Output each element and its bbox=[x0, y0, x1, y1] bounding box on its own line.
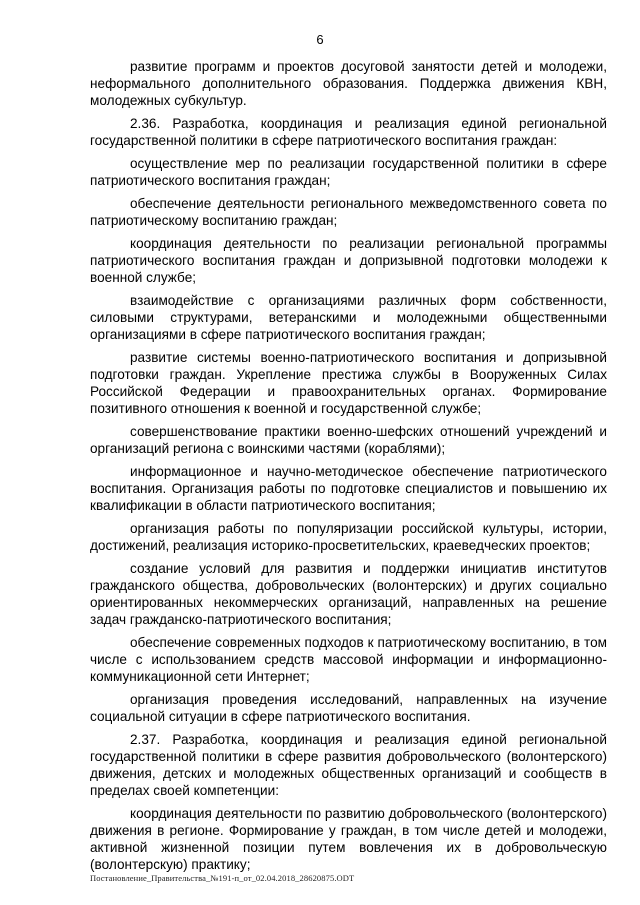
paragraph-state-policy: осуществление мер по реализации государственной политики в сфере патриотического воспитания граждан; bbox=[90, 156, 607, 188]
paragraph-sponsorship: совершенствование практики военно-шефских отношений учреждений и организаций региона с воинскими частями (кораблями); bbox=[90, 424, 607, 456]
paragraph-council: обеспечение деятельности регионального межведомственного совета по патриотическому воспитанию граждан; bbox=[90, 196, 607, 228]
paragraph-2-37: 2.37. Разработка, координация и реализация единой региональной государственной политики в сфере развития добровольческого (волонтерского) движения, детских и молодежных общественных организаций и сообществ в пределах своей компетенции: bbox=[90, 732, 607, 798]
paragraph-interaction: взаимодействие с организациями различных форм собственности, силовыми структурами, ветеранскими и молодежными общественными организациями в сфере патриотического воспитания граждан; bbox=[90, 293, 607, 342]
paragraph-volunteer: координация деятельности по развитию добровольческого (волонтерского) движения в регионе. Формирование у граждан, в том числе детей и молодежи, активной жизненной позиции путем вовлечения их в добровольческую (волонтерскую) практику; bbox=[90, 806, 607, 872]
paragraph-civil-society: создание условий для развития и поддержки инициатив институтов гражданского общества, добровольческих (волонтерских) и других социально ориентированных некоммерческих организаций, направленных на решение задач гражданско-патриотического воспитания; bbox=[90, 561, 607, 627]
page-number: 6 bbox=[316, 32, 324, 47]
paragraph-military-patriotic: развитие системы военно-патриотического воспитания и допризывной подготовки граждан. Укрепление престижа службы в Вооруженных Силах Российской Федерации и правоохранительных органах. Формирование позитивного отношения к военной и государственной службе; bbox=[90, 350, 607, 416]
paragraph-culture: организация работы по популяризации российской культуры, истории, достижений, реализация историко-просветительских, краеведческих проектов; bbox=[90, 521, 607, 553]
paragraph-program-coordination: координация деятельности по реализации региональной программы патриотического воспитания граждан и допризывной подготовки молодежи к военной службе; bbox=[90, 236, 607, 285]
paragraph-2-36: 2.36. Разработка, координация и реализация единой региональной государственной политики в сфере патриотического воспитания граждан: bbox=[90, 116, 607, 148]
paragraph-methodical: информационное и научно-методическое обеспечение патриотического воспитания. Организация работы по подготовке специалистов и повышению их квалификации в области патриотического воспитания; bbox=[90, 464, 607, 513]
document-footer: Постановление_Правительства_№191-п_от_02.04.2018_28620875.ODT bbox=[90, 873, 355, 883]
paragraph-leisure: развитие программ и проектов досуговой занятости детей и молодежи, неформального дополнительного образования. Поддержка движения КВН, молодежных субкультур. bbox=[90, 59, 607, 108]
paragraph-media: обеспечение современных подходов к патриотическому воспитанию, в том числе с использованием средств массовой информации и информационно-коммуникационной сети Интернет; bbox=[90, 635, 607, 684]
paragraph-research: организация проведения исследований, направленных на изучение социальной ситуации в сфере патриотического воспитания. bbox=[90, 692, 607, 724]
document-body bbox=[90, 58, 607, 879]
